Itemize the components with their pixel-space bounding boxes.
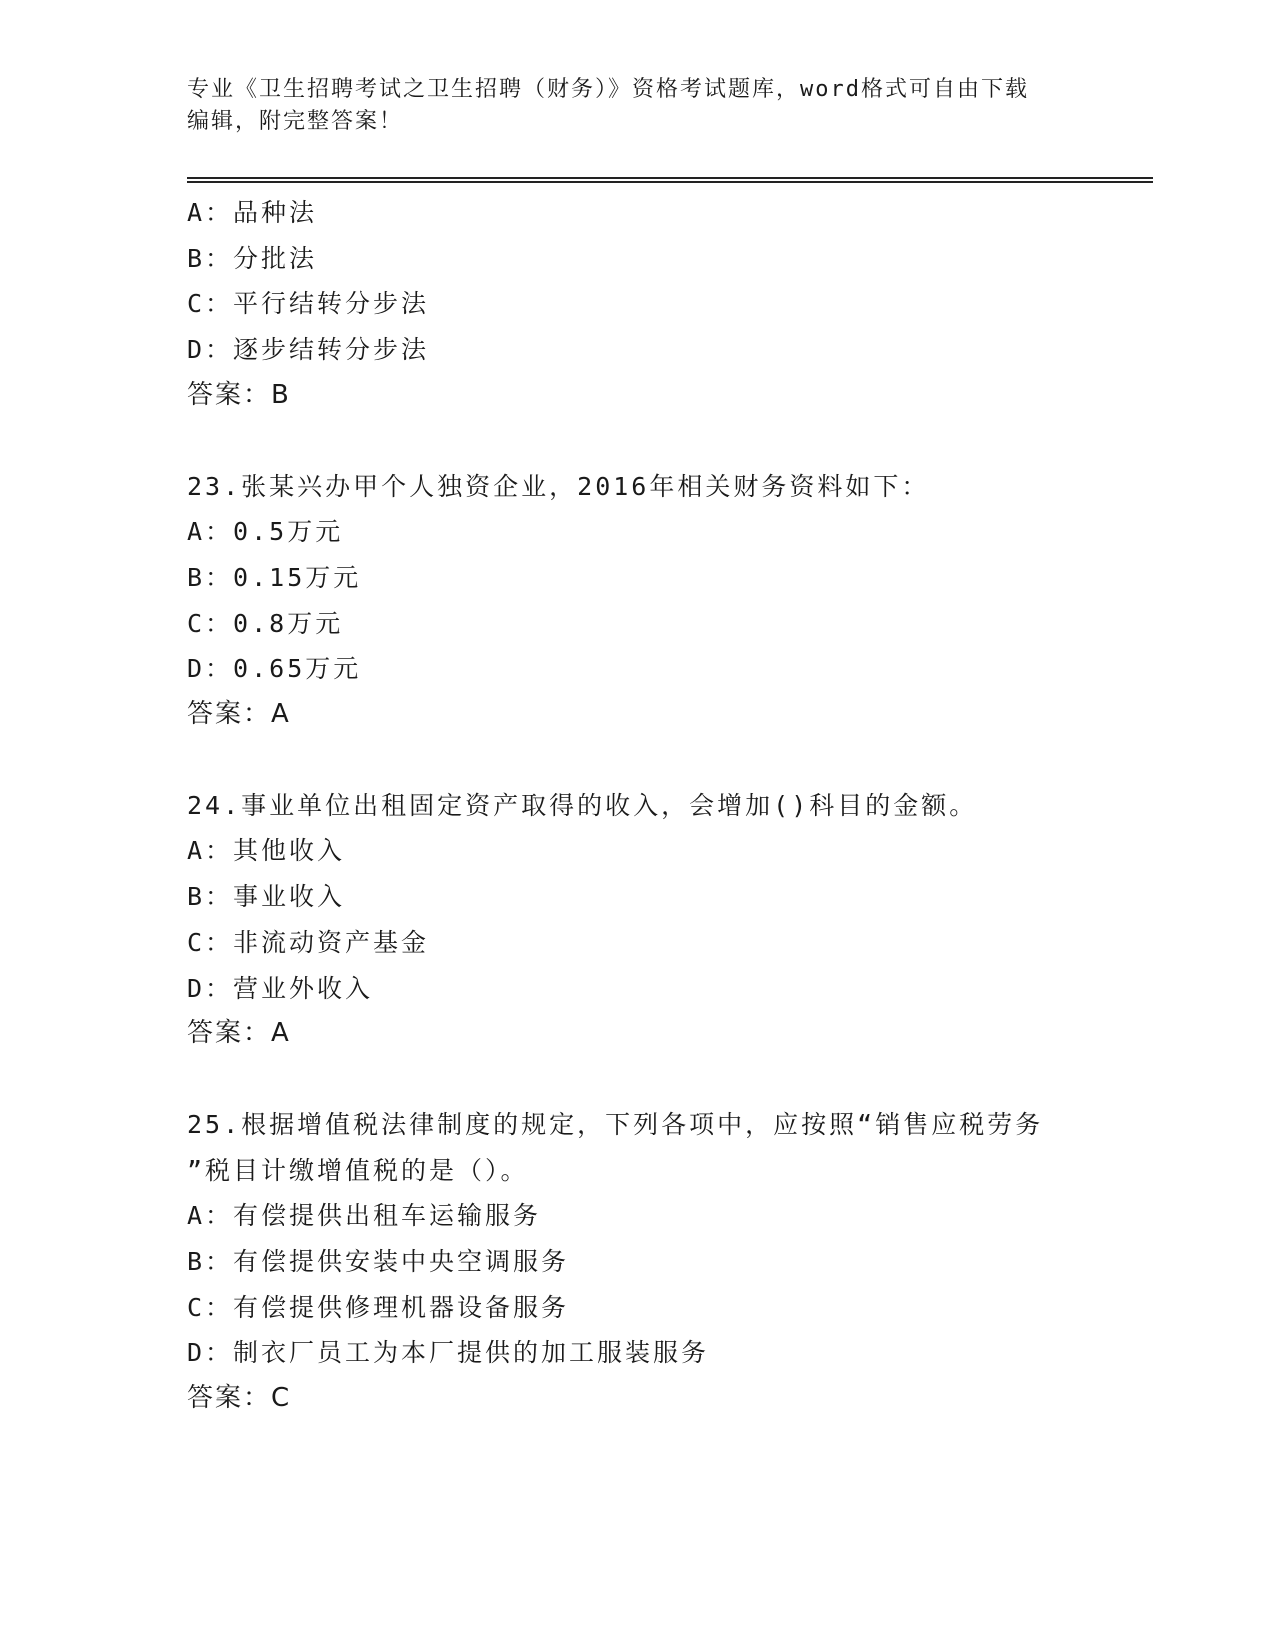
header-divider-bottom (187, 181, 1153, 183)
header-divider-top (187, 177, 1153, 179)
answer: 答案：A (187, 1018, 291, 1049)
question-title: 24.事业单位出租固定资产取得的收入，会增加()科目的金额。 (187, 790, 978, 820)
answer: 答案：C (187, 1383, 292, 1414)
question-25 (187, 1102, 1107, 1422)
option-b: B：分批法 (187, 243, 318, 273)
spacer (187, 1057, 1107, 1102)
option-d: D：0.65万元 (187, 654, 362, 684)
option-c: C：0.8万元 (187, 608, 344, 638)
answer: 答案：A (187, 699, 291, 730)
header-line-1: 专业《卫生招聘考试之卫生招聘（财务）》资格考试题库，word格式可自由下载 (187, 77, 1029, 102)
option-a: A：有偿提供出租车运输服务 (187, 1201, 542, 1231)
question-22 (187, 190, 1107, 419)
option-d: D：制衣厂员工为本厂提供的加工服装服务 (187, 1338, 710, 1368)
option-c: C：平行结转分步法 (187, 289, 430, 319)
option-a: A：0.5万元 (187, 517, 344, 547)
question-title-line-1: 25.根据增值税法律制度的规定，下列各项中，应按照“销售应税劳务 (187, 1109, 1044, 1139)
option-a: A：其他收入 (187, 836, 346, 866)
header-line-2: 编辑，附完整答案！ (187, 109, 404, 134)
question-23 (187, 464, 1107, 738)
question-list (187, 190, 1107, 1422)
option-d: D：营业外收入 (187, 973, 374, 1003)
option-b: B：有偿提供安装中央空调服务 (187, 1247, 570, 1277)
option-b: B：0.15万元 (187, 562, 362, 592)
spacer (187, 738, 1107, 783)
question-title-line-2: ”税目计缴增值税的是（）。 (187, 1155, 529, 1185)
question-title: 23.张某兴办甲个人独资企业，2016年相关财务资料如下： (187, 471, 930, 501)
spacer (187, 419, 1107, 464)
option-c: C：有偿提供修理机器设备服务 (187, 1292, 570, 1322)
option-a: A：品种法 (187, 198, 318, 227)
document-header (187, 74, 1087, 138)
question-24 (187, 783, 1107, 1057)
option-c: C：非流动资产基金 (187, 927, 430, 957)
option-d: D：逐步结转分步法 (187, 335, 430, 365)
option-b: B：事业收入 (187, 882, 346, 912)
answer: 答案：B (187, 379, 291, 410)
